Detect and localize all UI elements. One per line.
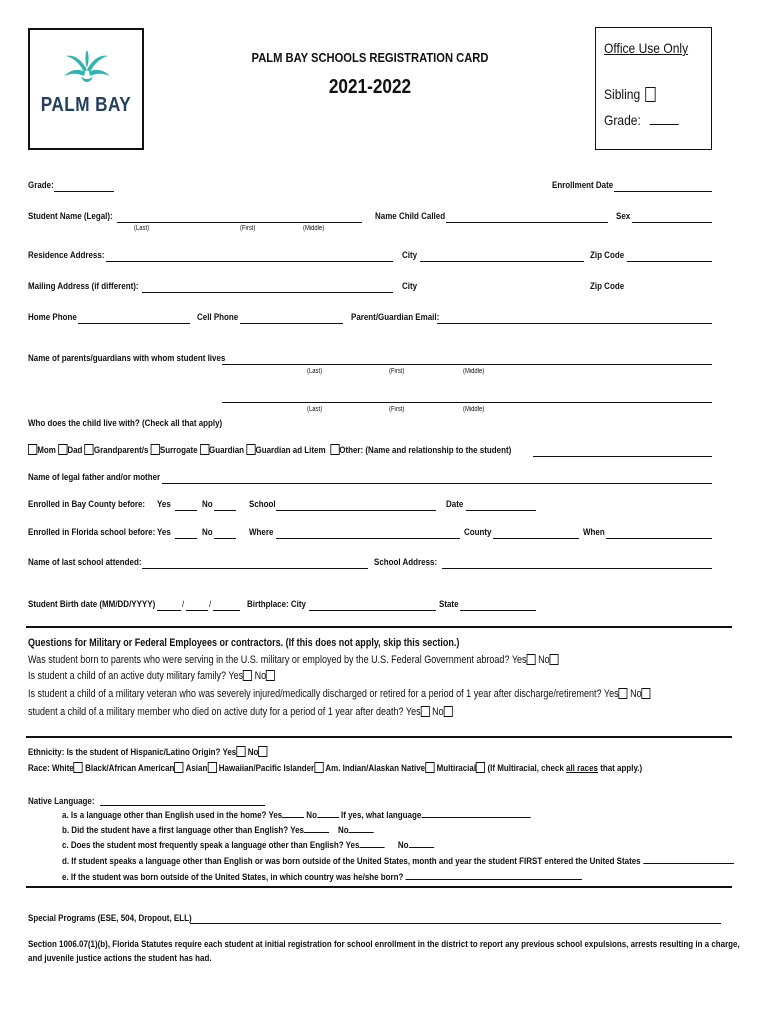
enrolled-fl-yes-field[interactable] [175, 538, 197, 539]
statute-line-1: Section 1006.07(1)(b), Florida Statutes require each student at initial registration for school enrollment in the district to report any previous school expulsions, arrests resulting in a charge, [28, 939, 740, 950]
enrolled-bay-yes-field[interactable] [175, 510, 197, 511]
birthplace-state-label: State [439, 599, 459, 610]
ethnicity-yes-label: Yes [222, 747, 237, 758]
military-q2-no-label: No [254, 670, 267, 682]
military-q4-text: student a child of a military member who died on active duty for a period of 1 year after death? [28, 706, 404, 718]
language-b-text: b. Did the student have a first language other than English? [62, 825, 289, 836]
enrolled-fl-when-label: When [583, 527, 605, 538]
military-q1-yes-checkbox[interactable] [527, 654, 536, 665]
dad-checkbox[interactable] [58, 444, 67, 455]
guardian-label: Guardian [209, 445, 245, 456]
ethnicity-label: Ethnicity: Is the student of Hispanic/Latino Origin? [28, 747, 221, 758]
language-a-row [62, 810, 530, 821]
enrolled-fl-county-label: County [464, 527, 492, 538]
language-b-yes-label: Yes [290, 825, 304, 836]
language-a-which-field[interactable] [421, 817, 530, 818]
parent-2-last-hint: (Last) [307, 406, 323, 413]
military-q1-no-label: No [538, 654, 550, 666]
other-field[interactable] [533, 456, 712, 457]
form-title: PALM BAY SCHOOLS REGISTRATION CARD [251, 50, 489, 65]
district-logo [28, 28, 144, 150]
cell-phone-label: Cell Phone [197, 312, 239, 323]
race-white-checkbox[interactable] [74, 762, 83, 773]
native-language-label: Native Language: [28, 796, 95, 807]
language-a-text: a. Is a language other than English used in the home? [62, 810, 267, 821]
surrogate-checkbox[interactable] [151, 444, 160, 455]
birth-day-field[interactable] [186, 610, 208, 611]
language-c-text: c. Does the student most frequently speak a language other than English? [62, 840, 344, 851]
office-use-box [595, 27, 712, 150]
language-a-yes-field[interactable] [282, 817, 304, 818]
ethnicity-no-label: No [247, 747, 259, 758]
divider-military [26, 626, 732, 628]
office-use-title: Office Use Only [604, 40, 689, 56]
logo-text: PALM BAY [40, 94, 132, 116]
parent-1-middle-hint: (Middle) [463, 368, 485, 375]
parent-2-field[interactable] [222, 402, 712, 403]
who-lives-label: Who does the child live with? (Check all that apply) [28, 418, 223, 429]
race-black-label: Black/African American [85, 763, 175, 774]
birth-slash-2: / [209, 599, 212, 610]
enrolled-fl-where-field[interactable] [276, 538, 460, 539]
multiracial-note: (If Multiracial, check all races that apply.) [487, 763, 643, 774]
language-e-row [62, 872, 582, 883]
sex-label: Sex [616, 211, 631, 222]
home-phone-field[interactable] [78, 323, 190, 324]
race-white-label: White [51, 763, 74, 774]
birthplace-city-field[interactable] [309, 610, 436, 611]
enrolled-bay-date-label: Date [446, 499, 464, 510]
military-q2-yes-label: Yes [228, 670, 244, 682]
grandparents-label: Grandparent/s [93, 445, 149, 456]
race-black-checkbox[interactable] [174, 762, 183, 773]
enrolled-fl-county-field[interactable] [493, 538, 579, 539]
enrollment-date-label: Enrollment Date [552, 180, 614, 191]
military-q4-no-checkbox[interactable] [444, 706, 453, 717]
birth-year-field[interactable] [213, 610, 240, 611]
home-phone-label: Home Phone [28, 312, 77, 323]
military-q3-yes-checkbox[interactable] [619, 688, 628, 699]
military-q2-row [28, 670, 275, 682]
language-a-if-label: If yes, what language [341, 810, 422, 821]
race-hawaiian-label: Hawaiian/Pacific Islander [218, 763, 315, 774]
middle-hint: (Middle) [303, 225, 325, 232]
residence-city-field[interactable] [420, 261, 584, 262]
email-field[interactable] [437, 323, 712, 324]
language-c-no-label: No [397, 840, 409, 851]
enrolled-bay-yes-label: Yes [157, 499, 171, 510]
military-q1-no-checkbox[interactable] [550, 654, 559, 665]
birthplace-state-field[interactable] [460, 610, 536, 611]
race-multiracial-label: Multiracial [436, 763, 477, 774]
guardian-ad-litem-label: Guardian ad Litem [255, 445, 326, 456]
race-indian-checkbox[interactable] [425, 762, 434, 773]
residence-label: Residence Address: [28, 250, 105, 261]
enrolled-fl-where-label: Where [249, 527, 274, 538]
sibling-checkbox[interactable] [645, 87, 655, 102]
special-programs-label: Special Programs (ESE, 504, Dropout, ELL) [28, 913, 192, 924]
mailing-city-label: City [402, 281, 418, 292]
office-grade-label: Grade: [604, 112, 641, 128]
race-row [28, 762, 642, 774]
live-options-row [28, 444, 511, 456]
language-e-text: e. If the student was born outside of the United States, in which country was he/she born? [62, 872, 404, 883]
legal-father-field[interactable] [162, 483, 712, 484]
enrolled-fl-no-label: No [202, 527, 213, 538]
parent-1-field[interactable] [222, 364, 712, 365]
race-hawaiian-checkbox[interactable] [314, 762, 323, 773]
native-language-field[interactable] [100, 805, 265, 806]
enrolled-fl-when-field[interactable] [606, 538, 712, 539]
language-b-yes-field[interactable] [304, 832, 329, 833]
military-q3-no-checkbox[interactable] [642, 688, 651, 699]
enrollment-date-field[interactable] [614, 191, 712, 192]
race-asian-label: Asian [185, 763, 208, 774]
military-q4-yes-label: Yes [405, 706, 421, 718]
enrolled-bay-label: Enrolled in Bay County before: [28, 499, 146, 510]
residence-city-label: City [402, 250, 418, 261]
language-a-no-field[interactable] [317, 817, 339, 818]
legal-father-label: Name of legal father and/or mother [28, 472, 161, 483]
residence-zip-label: Zip Code [590, 250, 625, 261]
parent-1-first-hint: (First) [389, 368, 405, 375]
residence-zip-field[interactable] [627, 261, 712, 262]
enrolled-fl-yes-label: Yes [157, 527, 171, 538]
office-grade-field[interactable] [649, 124, 678, 125]
residence-field[interactable] [106, 261, 393, 262]
military-q3-row [28, 688, 651, 700]
other-checkbox[interactable] [330, 444, 339, 455]
mailing-field[interactable] [142, 292, 393, 293]
language-b-no-label: No [338, 825, 349, 836]
enrolled-bay-school-label: School [249, 499, 276, 510]
guardian-checkbox[interactable] [200, 444, 209, 455]
race-multiracial-checkbox[interactable] [476, 762, 485, 773]
military-q4-no-label: No [432, 706, 444, 718]
name-called-label: Name Child Called [375, 211, 446, 222]
parent-1-last-hint: (Last) [307, 368, 323, 375]
ethnicity-row [28, 746, 268, 758]
enrolled-fl-label: Enrolled in Florida school before: [28, 527, 156, 538]
language-e-field[interactable] [406, 879, 582, 880]
last-hint: (Last) [134, 225, 150, 232]
divider-special [26, 886, 732, 888]
email-label: Parent/Guardian Email: [351, 312, 440, 323]
military-q1-yes-label: Yes [511, 654, 527, 666]
special-programs-field[interactable] [190, 923, 721, 924]
palm-tree-icon [64, 50, 110, 90]
military-q3-no-label: No [630, 688, 642, 700]
school-address-label: School Address: [374, 557, 438, 568]
military-q1-row [28, 654, 559, 666]
enrolled-bay-no-label: No [202, 499, 213, 510]
grade-field[interactable] [54, 191, 114, 192]
statute-line-2: and juvenile justice actions the student has had. [28, 953, 212, 964]
parents-label: Name of parents/guardians with whom student lives [28, 353, 226, 364]
language-b-no-field[interactable] [349, 832, 374, 833]
mom-checkbox[interactable] [28, 444, 37, 455]
grade-label: Grade: [28, 180, 54, 191]
student-name-field[interactable] [117, 222, 362, 223]
language-d-row [62, 856, 734, 867]
sex-field[interactable] [632, 222, 712, 223]
first-hint: (First) [240, 225, 256, 232]
enrolled-bay-no-field[interactable] [214, 510, 236, 511]
sibling-label: Sibling [604, 86, 641, 102]
grandparents-checkbox[interactable] [85, 444, 94, 455]
enrolled-bay-date-field[interactable] [466, 510, 536, 511]
language-c-no-field[interactable] [409, 847, 434, 848]
office-grade-row [604, 112, 679, 128]
school-year: 2021-2022 [328, 76, 412, 98]
military-heading: Questions for Military or Federal Employees or contractors. (If this does not apply, skip this section.) [28, 637, 460, 649]
ethnicity-yes-checkbox[interactable] [236, 746, 245, 757]
language-c-row [62, 840, 434, 851]
race-indian-label: Am. Indian/Alaskan Native [325, 763, 426, 774]
enrolled-fl-no-field[interactable] [214, 538, 236, 539]
military-q1-text: Was student born to parents who were serving in the U.S. military or employed by the U.S. Federal Government abroad? [28, 654, 510, 666]
birthplace-label: Birthplace: City [247, 599, 306, 610]
military-q2-yes-checkbox[interactable] [243, 670, 252, 681]
language-b-row [62, 825, 374, 836]
mailing-label: Mailing Address (if different): [28, 281, 139, 292]
race-label: Race: [28, 763, 50, 774]
name-called-field[interactable] [446, 222, 608, 223]
military-q2-text: Is student a child of an active duty military family? [28, 670, 227, 682]
surrogate-label: Surrogate [159, 445, 198, 456]
language-d-field[interactable] [643, 863, 734, 864]
student-name-label: Student Name (Legal): [28, 211, 113, 222]
last-school-field[interactable] [142, 568, 368, 569]
military-q2-no-checkbox[interactable] [266, 670, 275, 681]
mailing-zip-label: Zip Code [590, 281, 625, 292]
language-c-yes-field[interactable] [359, 847, 384, 848]
last-school-label: Name of last school attended: [28, 557, 142, 568]
military-q4-yes-checkbox[interactable] [421, 706, 430, 717]
language-a-yes-label: Yes [268, 810, 283, 821]
divider-ethnicity [26, 736, 732, 738]
parent-2-first-hint: (First) [389, 406, 405, 413]
ethnicity-no-checkbox[interactable] [258, 746, 267, 757]
birth-month-field[interactable] [157, 610, 181, 611]
birth-date-label: Student Birth date (MM/DD/YYYY) [28, 599, 156, 610]
birth-slash-1: / [182, 599, 185, 610]
school-address-field[interactable] [442, 568, 712, 569]
military-q3-text: Is student a child of a military veteran who was severely injured/medically discharged or retired for a period of 1 year after discharge/retirement? [28, 688, 602, 700]
mom-label: Mom [37, 445, 56, 456]
language-c-yes-label: Yes [345, 840, 360, 851]
parent-2-middle-hint: (Middle) [463, 406, 485, 413]
language-a-no-label: No [306, 810, 317, 821]
race-asian-checkbox[interactable] [207, 762, 216, 773]
sibling-row [604, 86, 656, 102]
other-label: Other: (Name and relationship to the student) [339, 445, 512, 456]
dad-label: Dad [67, 445, 83, 456]
enrolled-bay-school-field[interactable] [276, 510, 436, 511]
military-q3-yes-label: Yes [603, 688, 619, 700]
military-q4-row [28, 706, 453, 718]
guardian-ad-litem-checkbox[interactable] [246, 444, 255, 455]
language-d-text: d. If student speaks a language other than English or was born outside of the United States, month and year the student FIRST entered the United States [62, 856, 641, 867]
cell-phone-field[interactable] [240, 323, 343, 324]
